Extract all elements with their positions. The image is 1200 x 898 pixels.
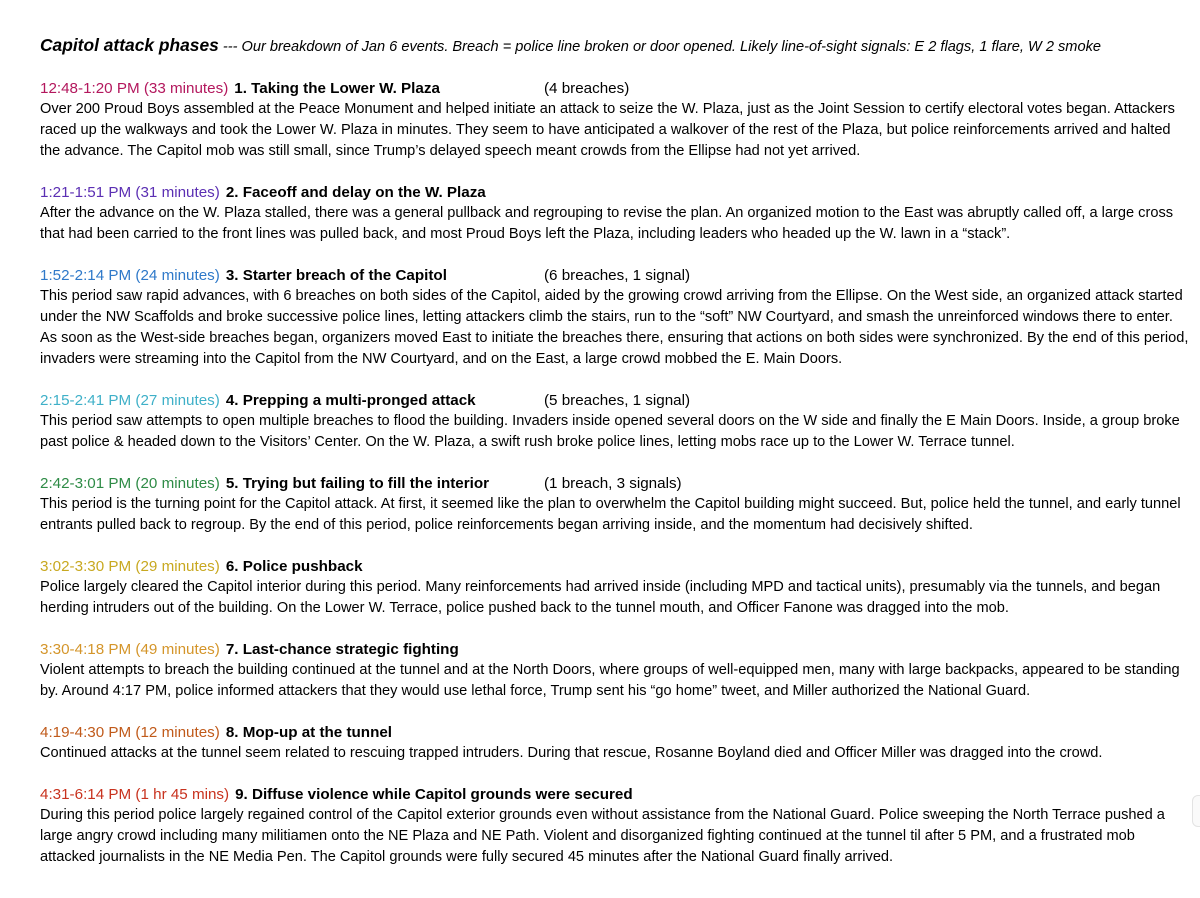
- phase-description: This period saw rapid advances, with 6 breaches on both sides of the Capitol, aided by the growing crowd arriving from the Ellipse. On the West side, an organized attack started under the NW Scaffolds and broke successive police lines, letting attackers climb the stairs, run to the “soft” NW Courtyard, and smash the unreinforced windows there to enter. As soon as the West-side breaches began, organizers moved East to initiate the breaches there, ensuring that actions on both sides were synchronized. By the end of this period, invaders were streaming into the Capitol from the NW Courtyard, and on the East, a large crowd mobbed the E. Main Doors.: [40, 288, 1189, 367]
- phase-title: 4. Prepping a multi-pronged attack: [225, 392, 476, 409]
- header-separator: ---: [218, 39, 242, 55]
- phase-list: [40, 78, 1190, 868]
- phase-heading-line: [40, 265, 1190, 286]
- phase-description: After the advance on the W. Plaza stalled, there was a general pullback and regrouping to revise the plan. An organized motion to the East was abruptly called off, a large cross that had been carried to the front lines was pulled back, and most Proud Boys left the Plaza, including leaders who headed up the W. lawn in a “stack”.: [40, 205, 1174, 242]
- phase-description: This period saw attempts to open multiple breaches to flood the building. Invaders inside opened several doors on the W side and finally the E Main Doors. Inside, a group broke past police & headed down to the Visitors’ Center. On the W. Plaza, a swift rush broke police lines, letting mobs race up to the Lower W. Terrace tunnel.: [40, 413, 1180, 450]
- phase-time-range: 1:21-1:51 PM (31 minutes): [40, 184, 220, 201]
- phase-heading-line: [40, 78, 1190, 99]
- phase-title: 9. Diffuse violence while Capitol grounds were secured: [235, 786, 633, 803]
- phase-section-9: [40, 784, 1190, 868]
- phase-title: 1. Taking the Lower W. Plaza: [234, 80, 440, 97]
- phase-breach-count: (4 breaches): [544, 80, 630, 97]
- phase-section-2: [40, 182, 1190, 245]
- phase-description: Over 200 Proud Boys assembled at the Peace Monument and helped initiate an attack to seize the W. Plaza, just as the Joint Session to certify electoral votes began. Attackers raced up the walkways and took the Lower W. Plaza in minutes. They seem to have anticipated a walkover of the rest of the Plaza, but police reinforcements arrived and halted the advance. The Capitol mob was still small, since Trump’s delayed speech meant crowds from the Ellipse had not yet arrived.: [40, 101, 1175, 159]
- phase-section-7: [40, 639, 1190, 702]
- phase-title: 2. Faceoff and delay on the W. Plaza: [225, 184, 486, 201]
- phase-time-range: 3:02-3:30 PM (29 minutes): [40, 558, 220, 575]
- phase-title: 8. Mop-up at the tunnel: [225, 724, 393, 741]
- phase-time-range: 1:52-2:14 PM (24 minutes): [40, 267, 220, 284]
- phase-section-4: [40, 390, 1190, 453]
- document-subtitle: Our breakdown of Jan 6 events. Breach = police line broken or door opened. Likely line-of-sight signals: E 2 flags, 1 flare, W 2 smoke: [241, 39, 1101, 55]
- phase-heading-line: [40, 390, 1190, 411]
- phase-title: 7. Last-chance strategic fighting: [225, 641, 459, 658]
- scroll-handle[interactable]: [1192, 795, 1200, 827]
- phase-title: 5. Trying but failing to fill the interior: [225, 475, 490, 492]
- phase-heading-line: [40, 639, 1190, 660]
- phase-heading-line: [40, 182, 1190, 203]
- phase-time-range: 2:42-3:01 PM (20 minutes): [40, 475, 220, 492]
- phase-time-range: 4:31-6:14 PM (1 hr 45 mins): [40, 786, 230, 803]
- phase-heading-line: [40, 722, 1190, 743]
- phase-description: Police largely cleared the Capitol interior during this period. Many reinforcements had arrived inside (including MPD and tactical units), presumably via the tunnels, and began herding intruders out of the building. On the Lower W. Terrace, police pushed back to the tunnel mouth, and Officer Fanone was dragged into the mob.: [40, 579, 1161, 616]
- phase-heading-line: [40, 784, 1190, 805]
- document-title: Capitol attack phases: [40, 35, 219, 55]
- phase-heading-line: [40, 556, 1190, 577]
- phase-title: 6. Police pushback: [225, 558, 363, 575]
- phase-time-range: 2:15-2:41 PM (27 minutes): [40, 392, 220, 409]
- phase-description: Continued attacks at the tunnel seem related to rescuing trapped intruders. During that rescue, Rosanne Boyland died and Officer Miller was dragged into the crowd.: [40, 745, 1103, 761]
- phase-time-range: 3:30-4:18 PM (49 minutes): [40, 641, 220, 658]
- phase-time-range: 4:19-4:30 PM (12 minutes): [40, 724, 220, 741]
- phase-time-range: 12:48-1:20 PM (33 minutes): [40, 80, 229, 97]
- phase-section-1: [40, 78, 1190, 162]
- phase-breach-count: (1 breach, 3 signals): [544, 475, 682, 492]
- phase-description: This period is the turning point for the Capitol attack. At first, it seemed like the plan to overwhelm the Capitol building might succeed. But, police held the tunnel, and early tunnel entrants pulled back to regroup. By the end of this period, police reinforcements began arriving inside, and the momentum had decisively shifted.: [40, 496, 1181, 533]
- phase-breach-count: (6 breaches, 1 signal): [544, 267, 691, 284]
- phase-section-5: [40, 473, 1190, 536]
- phase-title: 3. Starter breach of the Capitol: [225, 267, 447, 284]
- document-page: [40, 34, 1190, 888]
- phase-section-8: [40, 722, 1190, 764]
- phase-section-3: [40, 265, 1190, 370]
- document-header: [40, 34, 1190, 58]
- phase-description: Violent attempts to breach the building continued at the tunnel and at the North Doors, where groups of well-equipped men, many with large backpacks, appeared to be standing by. Around 4:17 PM, police informed attackers that they would use lethal force, Trump sent his “go home” tweet, and Miller authorized the National Guard.: [40, 662, 1180, 699]
- phase-breach-count: (5 breaches, 1 signal): [544, 392, 691, 409]
- phase-section-6: [40, 556, 1190, 619]
- phase-description: During this period police largely regained control of the Capitol exterior grounds even without assistance from the National Guard. Police sweeping the North Terrace pushed a large angry crowd including many militiamen onto the NE Plaza and NE Path. Violent and disorganized fighting continued at the tunnel til after 5 PM, and a frustrated mob attacked journalists in the NE Media Pen. The Capitol grounds were fully secured 45 minutes after the National Guard finally arrived.: [40, 807, 1165, 865]
- phase-heading-line: [40, 473, 1190, 494]
